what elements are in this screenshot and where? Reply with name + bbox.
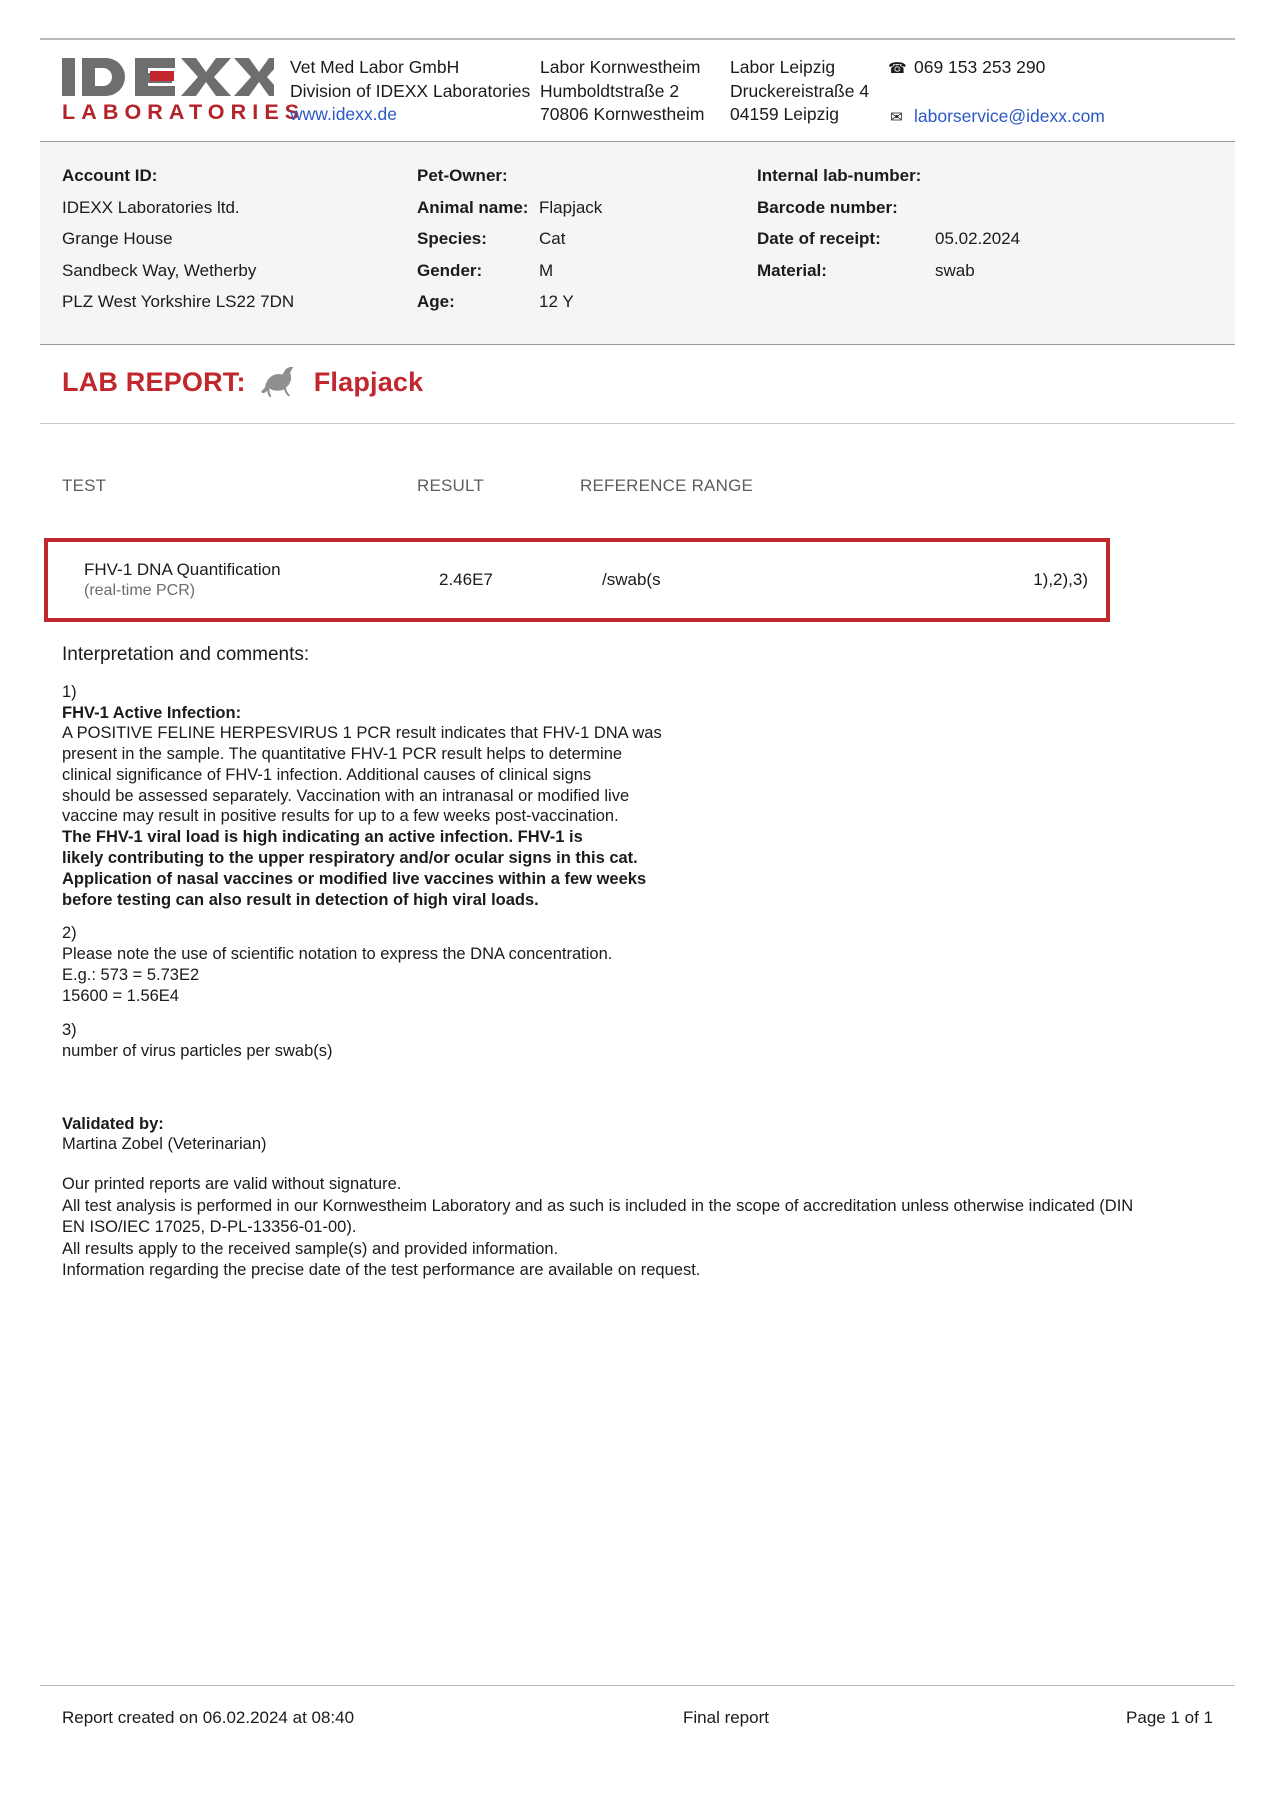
disclaimer-line-2: All test analysis is performed in our Kornwestheim Laboratory and as such is included in the scope of accreditation unless otherwise indicated (DIN xyxy=(62,1196,1134,1215)
note-1-body-line-3: clinical significance of FHV-1 infection. Additional causes of clinical signs xyxy=(62,765,592,784)
account-line-1: IDEXX Laboratories ltd. xyxy=(62,197,240,217)
age-label: Age: xyxy=(417,292,455,311)
note-1-body-line-2: present in the sample. The quantitative FHV-1 PCR result helps to determine xyxy=(62,745,623,764)
field-species xyxy=(417,223,757,255)
phone-row xyxy=(888,56,1105,81)
species-label: Species: xyxy=(417,229,487,248)
leipzig-line-1: Labor Leipzig xyxy=(730,57,836,77)
column-header-spacer xyxy=(1125,476,1235,496)
note-1-heading: FHV-1 Active Infection: xyxy=(62,703,242,722)
idexx-wordmark-icon xyxy=(62,56,274,98)
phone-number: 069 153 253 290 xyxy=(914,57,1046,77)
kornwestheim-line-3: 70806 Kornwestheim xyxy=(540,104,705,124)
note-1-bold-line-3: Application of nasal vaccines or modified live vaccines within a few weeks xyxy=(62,869,647,888)
account-id-label: Account ID: xyxy=(62,166,158,185)
email-row xyxy=(888,105,1105,130)
account-block xyxy=(62,160,417,318)
note-1-bold-line-1: The FHV-1 viral load is high indicating an active infection. FHV-1 is xyxy=(62,828,583,847)
email-link[interactable]: laborservice@idexx.com xyxy=(914,105,1105,126)
company-line-1: Vet Med Labor GmbH xyxy=(290,57,460,77)
page-header xyxy=(40,40,1235,141)
sample-block xyxy=(757,160,1117,318)
account-line-4: PLZ West Yorkshire LS22 7DN xyxy=(62,292,295,311)
footer-created: Report created on 06.02.2024 at 08:40 xyxy=(62,1708,355,1727)
date-of-receipt-value: 05.02.2024 xyxy=(935,229,1021,248)
animal-name-value: Flapjack xyxy=(539,197,603,217)
note-1-body-line-5: vaccine may result in positive results for up to a few weeks post-vaccination. xyxy=(62,807,619,826)
note-3-marker: 3) xyxy=(62,1020,77,1039)
gender-value: M xyxy=(539,260,554,280)
field-date-of-receipt xyxy=(757,223,1117,255)
lab-report-title xyxy=(40,345,1235,419)
field-gender xyxy=(417,255,757,287)
contact-block xyxy=(888,50,1105,129)
leipzig-line-3: 04159 Leipzig xyxy=(730,104,839,124)
cat-icon xyxy=(260,367,300,399)
field-internal-lab-number xyxy=(757,160,1117,192)
note-1-bold-line-4: before testing can also result in detection of high viral loads. xyxy=(62,890,539,909)
leipzig-line-2: Druckereistraße 4 xyxy=(730,80,870,101)
kornwestheim-line-2: Humboldtstraße 2 xyxy=(540,80,680,101)
disclaimer-line-1: Our printed reports are valid without signature. xyxy=(62,1175,402,1194)
pet-owner-label: Pet-Owner: xyxy=(417,166,508,185)
results-table xyxy=(40,476,1235,622)
note-2-marker: 2) xyxy=(62,924,77,943)
disclaimer-line-5: Information regarding the precise date of the test performance are available on request. xyxy=(62,1261,701,1280)
validated-by-label: Validated by: xyxy=(62,1114,164,1133)
title-underline xyxy=(40,423,1235,424)
interpretation-title: Interpretation and comments: xyxy=(62,643,310,665)
material-label: Material: xyxy=(757,260,827,280)
lab-report-page xyxy=(0,38,1275,1796)
info-panel xyxy=(40,141,1235,344)
kornwestheim-line-1: Labor Kornwestheim xyxy=(540,57,701,77)
column-header-test: TEST xyxy=(62,475,107,495)
disclaimer-line-4: All results apply to the received sample(s) and provided information. xyxy=(62,1239,559,1258)
logo-subtitle: LABORATORIES xyxy=(62,100,306,124)
field-material xyxy=(757,255,1117,287)
gender-label: Gender: xyxy=(417,260,483,280)
company-address xyxy=(290,50,540,127)
footer-page-number: Page 1 of 1 xyxy=(1126,1708,1213,1727)
note-1-marker: 1) xyxy=(62,682,77,701)
footer-status: Final report xyxy=(683,1708,769,1727)
field-pet-owner xyxy=(417,160,757,192)
field-barcode-number xyxy=(757,192,1117,224)
table-row xyxy=(44,538,1110,622)
result-value: 2.46E7 xyxy=(439,569,493,589)
account-line-3: Sandbeck Way, Wetherby xyxy=(62,260,257,280)
result-footnote-refs: 1),2),3) xyxy=(1033,569,1088,589)
note-1-body-line-4: should be assessed separately. Vaccination with an intranasal or modified live xyxy=(62,786,630,805)
disclaimer-section xyxy=(40,1174,1235,1282)
idexx-logo xyxy=(62,50,306,124)
field-animal-name xyxy=(417,192,757,224)
result-test-name: FHV-1 DNA Quantification xyxy=(84,559,281,579)
phone-icon: ☎ xyxy=(888,60,907,77)
result-test-cell xyxy=(84,559,439,601)
field-age xyxy=(417,286,757,318)
result-test-method: (real-time PCR) xyxy=(84,581,196,599)
age-value: 12 Y xyxy=(539,292,574,311)
barcode-number-label: Barcode number: xyxy=(757,197,898,217)
note-1-body-line-1: A POSITIVE FELINE HERPESVIRUS 1 PCR result indicates that FHV-1 DNA was xyxy=(62,724,662,743)
lab-report-heading: LAB REPORT: xyxy=(62,367,246,397)
lab-report-animal-name: Flapjack xyxy=(313,367,424,397)
material-value: swab xyxy=(935,260,975,280)
date-of-receipt-label: Date of receipt: xyxy=(757,229,881,248)
company-website-link[interactable]: www.idexx.de xyxy=(290,104,397,124)
internal-lab-number-label: Internal lab-number: xyxy=(757,166,922,185)
note-2-line-3: 15600 = 1.56E4 xyxy=(62,987,179,1006)
column-header-reference-range: REFERENCE RANGE xyxy=(580,475,754,495)
note-gap-2 xyxy=(62,1007,1235,1020)
envelope-icon: ✉ xyxy=(890,108,903,126)
account-line-2: Grange House xyxy=(62,229,173,248)
lab-leipzig-address xyxy=(730,50,888,127)
column-header-result: RESULT xyxy=(417,475,485,495)
note-2-line-1: Please note the use of scientific notation to express the DNA concentration. xyxy=(62,945,613,964)
species-value: Cat xyxy=(539,229,566,248)
disclaimer-line-3: EN ISO/IEC 17025, D-PL-13356-01-00). xyxy=(62,1218,357,1237)
note-gap-1 xyxy=(62,910,1235,923)
note-1-bold-line-2: likely contributing to the upper respiratory and/or ocular signs in this cat. xyxy=(62,849,638,868)
validated-by-name: Martina Zobel (Veterinarian) xyxy=(62,1135,267,1154)
interpretation-section xyxy=(40,644,1235,1062)
validation-section xyxy=(40,1114,1235,1156)
lab-kornwestheim-address xyxy=(540,50,730,127)
patient-block xyxy=(417,160,757,318)
note-2-line-2: E.g.: 573 = 5.73E2 xyxy=(62,966,200,985)
page-footer xyxy=(40,1685,1235,1728)
results-table-header xyxy=(62,476,1235,496)
company-line-2: Division of IDEXX Laboratories xyxy=(290,80,531,101)
animal-name-label: Animal name: xyxy=(417,197,529,217)
result-reference-range: /swab(s xyxy=(602,569,661,589)
note-3-line-1: number of virus particles per swab(s) xyxy=(62,1041,333,1060)
